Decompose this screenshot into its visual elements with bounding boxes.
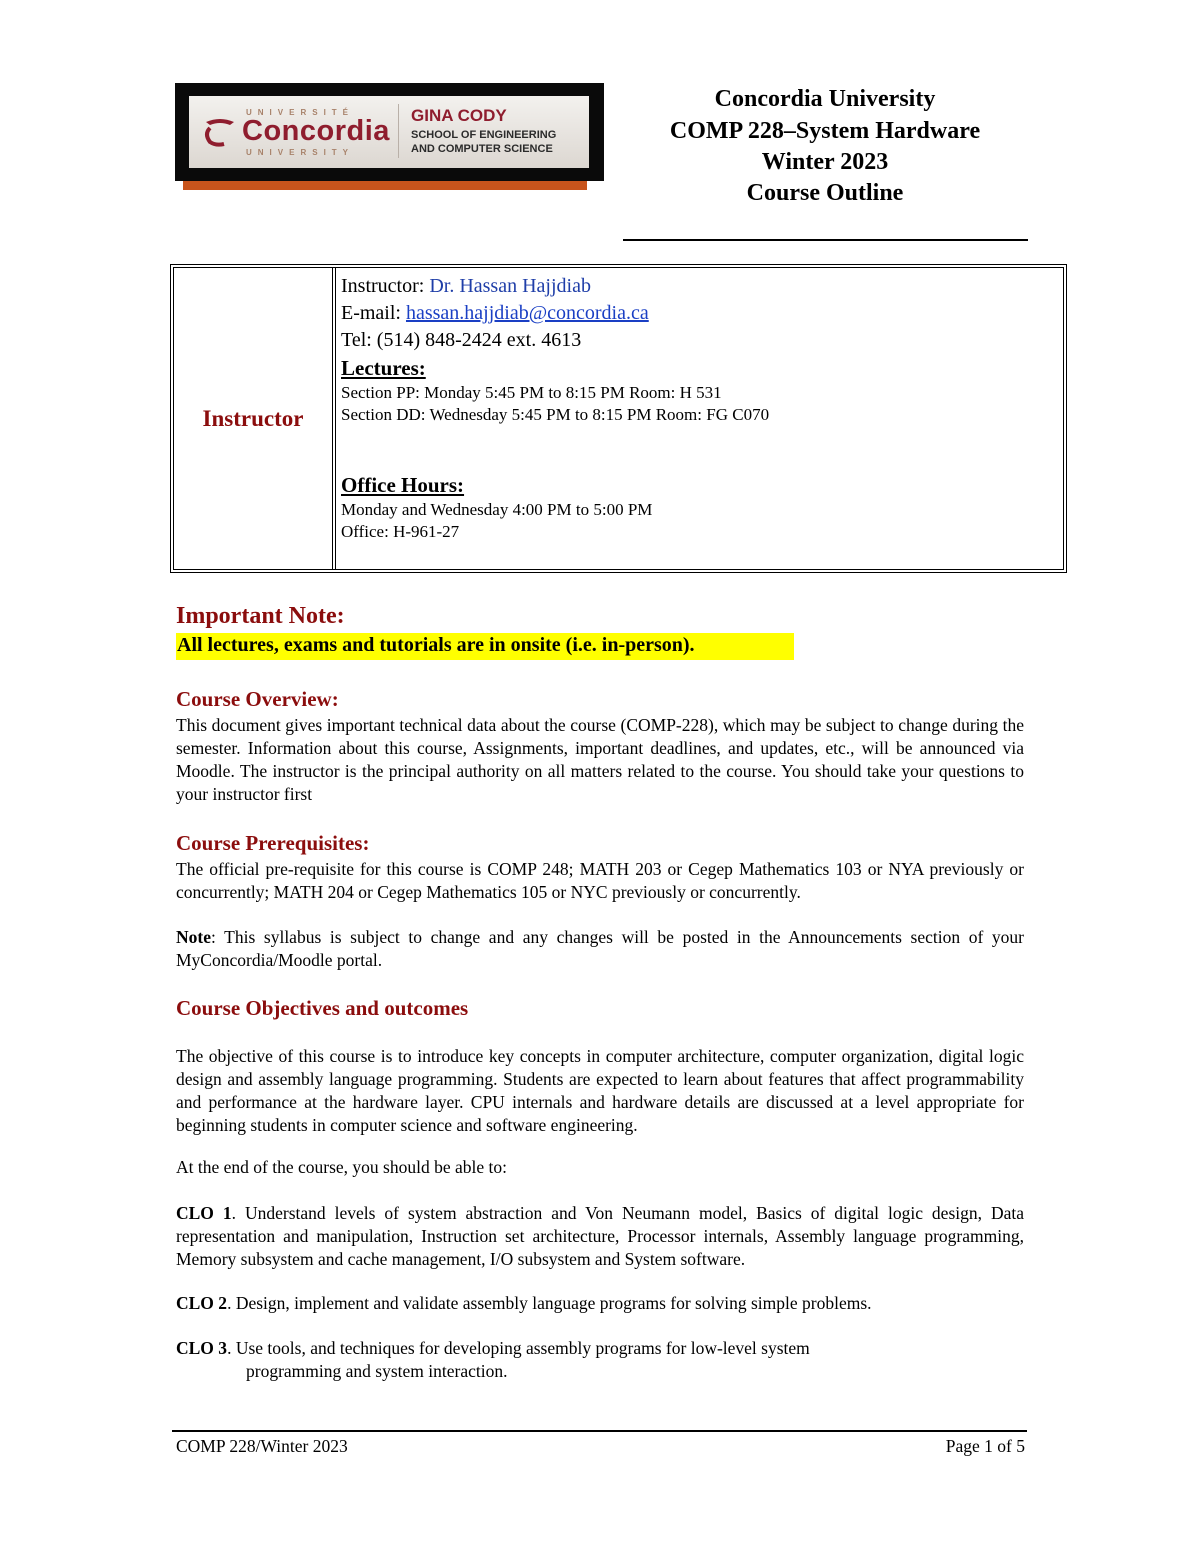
syllabus-note-label: Note: [176, 927, 211, 947]
clo2: [176, 1293, 872, 1314]
important-note-text: All lectures, exams and tutorials are in onsite (i.e. in-person).: [177, 634, 695, 656]
instructor-prefix: Instructor:: [341, 275, 430, 297]
logo-faculty-line2: AND COMPUTER SCIENCE: [411, 143, 553, 155]
clo3: [176, 1338, 810, 1359]
important-note-heading: Important Note:: [176, 603, 345, 629]
section-dd: Section DD: Wednesday 5:45 PM to 8:15 PM Room: FG C070: [341, 405, 770, 424]
end-of-course: At the end of the course, you should be able to:: [176, 1157, 507, 1177]
instructor-label: Instructor: [202, 406, 304, 431]
logo-faculty-subtitle: [411, 128, 556, 156]
instructor-name: Dr. Hassan Hajjdiab: [429, 275, 591, 297]
overview-text: This document gives important technical data about the course (COMP-228), which may be subject to change during the semester. Information about this course, Assignments, important deadlines, and updates, etc., will be announced via Moodle. The instructor is the principal authority on all matters related to the course. You should take your questions to your instructor first: [176, 715, 1024, 804]
clo3-label: CLO 3: [176, 1338, 228, 1358]
prerequisites-heading: Course Prerequisites:: [176, 831, 370, 855]
logo-faculty-name: GINA CODY: [411, 106, 507, 125]
email-link[interactable]: hassan.hajjdiab@concordia.ca: [405, 302, 649, 324]
logo-divider: [398, 104, 399, 158]
logo-university-top: UNIVERSITÉ: [246, 108, 355, 117]
office-location: Office: H-961-27: [341, 522, 460, 541]
clo3-continued: programming and system interaction.: [246, 1361, 508, 1381]
email-prefix: E-mail:: [341, 302, 406, 324]
clo1-text: . Understand levels of system abstraction and Von Neumann model, Basics of digital logic design, Data representation and manipulation, Instruction set architecture, Processor internals, Assembly language programming, Memory subsystem and cache management, I/O subsystem and System software.: [176, 1203, 1024, 1269]
concordia-emblem-icon: [200, 112, 240, 152]
clo2-text: . Design, implement and validate assembly language programs for solving simple problems.: [227, 1293, 872, 1313]
clo2-label: CLO 2: [176, 1293, 228, 1313]
clo1: [176, 1202, 1024, 1271]
footer-course: COMP 228/Winter 2023: [176, 1436, 348, 1456]
phone-line: Tel: (514) 848-2424 ext. 4613: [341, 329, 582, 351]
term-title: Winter 2023: [761, 149, 889, 175]
title-rule: [623, 239, 1028, 241]
syllabus-note-text: : This syllabus is subject to change and any changes will be posted in the Announcements section of your MyConcordia/Moodle portal.: [176, 927, 1024, 970]
logo-faculty-line1: SCHOOL OF ENGINEERING: [411, 129, 557, 141]
instructor-table-divider: [332, 268, 336, 569]
clo1-label: CLO 1: [176, 1203, 232, 1223]
objectives-heading: Course Objectives and outcomes: [176, 996, 469, 1020]
clo3-text: . Use tools, and techniques for developing assembly programs for low-level system: [227, 1338, 810, 1358]
footer-page-number: Page 1 of 5: [945, 1436, 1025, 1456]
prerequisites-text: The official pre-requisite for this course is COMP 248; MATH 203 or Cegep Mathematics 103 or NYA previously or concurrently; MATH 204 or Cegep Mathematics 105 or NYC previously or concurrently.: [176, 859, 1024, 902]
office-hours-heading: Office Hours:: [341, 473, 465, 497]
lectures-heading: Lectures:: [341, 356, 426, 380]
course-title: COMP 228–System Hardware: [669, 118, 981, 144]
university-title: Concordia University: [714, 86, 936, 112]
logo-university-bottom: UNIVERSITY: [246, 148, 355, 157]
instructor-name-line: [341, 275, 591, 298]
footer-rule: [172, 1430, 1027, 1432]
objectives-intro: The objective of this course is to introduce key concepts in computer architecture, computer organization, digital logic design and assembly language programming. Students are expected to learn about features that affect programmability and performance at the hardware layer. CPU internals and hardware details are discussed at a level appropriate for beginning students in computer science and software engineering.: [176, 1046, 1024, 1135]
section-pp: Section PP: Monday 5:45 PM to 8:15 PM Room: H 531: [341, 383, 722, 402]
email-line: [341, 302, 649, 325]
syllabus-note: [176, 926, 1024, 972]
logo-wordmark: Concordia: [242, 115, 390, 147]
office-hours: Monday and Wednesday 4:00 PM to 5:00 PM: [341, 500, 653, 519]
document-title: Course Outline: [746, 180, 904, 206]
overview-heading: Course Overview:: [176, 687, 339, 711]
